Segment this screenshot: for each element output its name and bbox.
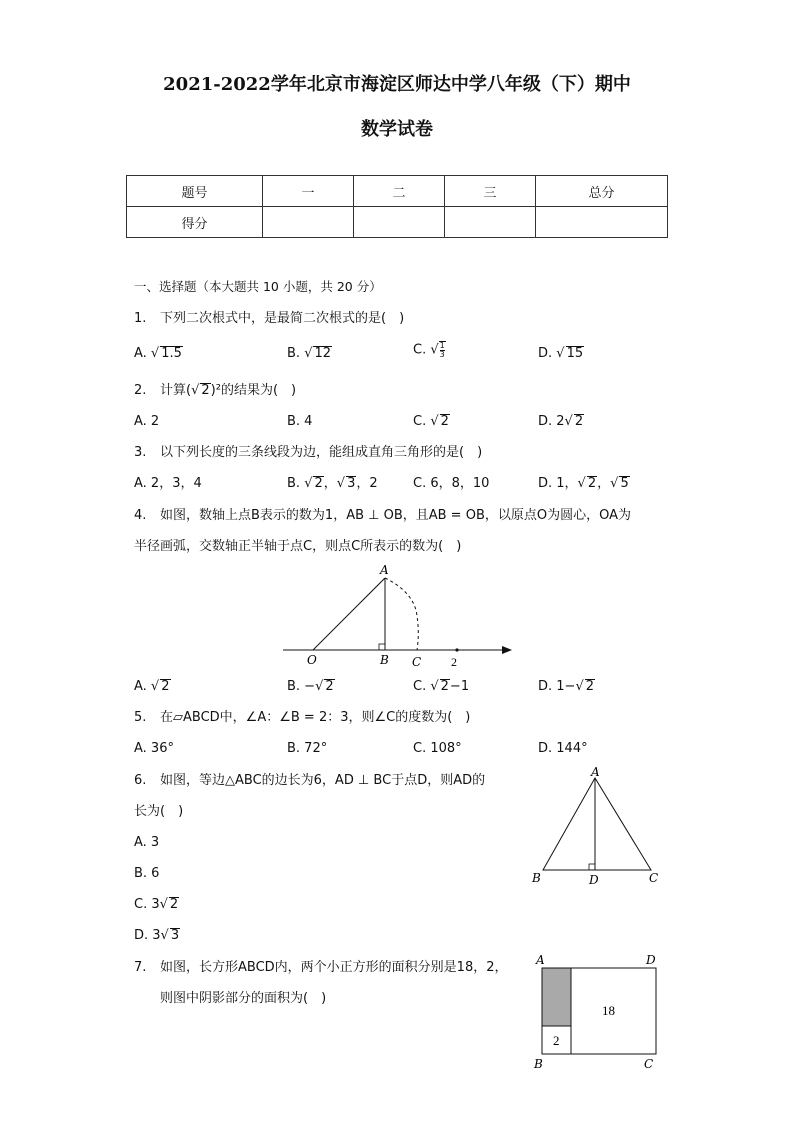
radicand: 3: [170, 928, 180, 943]
denominator: 3: [439, 350, 445, 359]
option-text: C. 3: [134, 897, 160, 912]
score-cell: [354, 207, 445, 238]
q3-option-a[interactable]: A. 2，3，4: [134, 476, 202, 491]
option-text: D. 1−: [538, 679, 576, 694]
radicand: 2: [314, 476, 323, 491]
question-4-number: 4.: [134, 508, 147, 523]
label-a: A: [380, 563, 389, 577]
option-text: D. 1，: [538, 476, 578, 491]
question-7-number: 7.: [134, 960, 147, 975]
q5-option-c[interactable]: C. 108°: [413, 741, 462, 756]
q3-option-d[interactable]: D. 1，√ 2，√ 5: [538, 476, 629, 491]
separator: ，: [597, 476, 611, 491]
axis-arrow-icon: [502, 646, 512, 654]
q1-option-d[interactable]: D. √ 15: [538, 346, 584, 361]
arc-ac: [385, 578, 418, 650]
label-b: B: [534, 1057, 543, 1071]
radicand: 1.5: [161, 346, 182, 361]
q2-option-a[interactable]: A. 2: [134, 414, 160, 429]
question-4-text-line2: 半径画弧，交数轴正半轴于点C，则点C所表示的数为( ): [134, 539, 462, 554]
q4-option-d[interactable]: D. 1−√ 2: [538, 679, 595, 694]
option-text: B. −: [287, 679, 316, 694]
label-area-18: 18: [602, 1003, 615, 1018]
point-two: [455, 648, 458, 651]
q5-option-b[interactable]: B. 72°: [287, 741, 328, 756]
label-area-2: 2: [553, 1033, 560, 1048]
score-table-header-row: [127, 176, 668, 207]
q2-option-c[interactable]: C. √ 2: [413, 414, 449, 429]
label-c: C: [412, 655, 422, 669]
score-table-row: [127, 207, 668, 238]
radicand: 2: [440, 679, 449, 694]
label-a: A: [591, 765, 600, 779]
radicand: 2: [161, 679, 170, 694]
q6-option-b[interactable]: B. 6: [134, 866, 160, 881]
right-angle-mark: [589, 864, 595, 870]
label-o: O: [307, 653, 317, 667]
question-4-text-line1: 如图，数轴上点B表示的数为1，AB ⊥ OB，且AB = OB，以原点O为圆心，OA为: [160, 508, 631, 523]
radicand: 2: [574, 414, 584, 429]
option-letter: C.: [413, 414, 427, 429]
shaded-region: [542, 968, 571, 1026]
question-6-text-line2: 长为( ): [134, 804, 184, 819]
score-cell: [536, 207, 668, 238]
score-table: [126, 175, 668, 238]
triangle-abc: [543, 778, 651, 870]
score-cell: [263, 207, 354, 238]
question-2-number: 2.: [134, 383, 147, 398]
page-subtitle: 数学试卷: [361, 119, 433, 140]
right-angle-mark: [379, 644, 385, 650]
option-letter: B.: [287, 476, 301, 491]
fraction: [439, 341, 446, 359]
label-a: A: [536, 953, 545, 967]
separator: ，: [323, 476, 337, 491]
q4-option-b[interactable]: B. −√ 2: [287, 679, 334, 694]
score-row-label: 得分: [127, 207, 263, 238]
label-c: C: [649, 871, 659, 885]
radicand: 15: [566, 346, 584, 361]
question-5-number: 5.: [134, 710, 147, 725]
radicand: 2: [440, 414, 449, 429]
question-3-number: 3.: [134, 445, 147, 460]
option-letter: C.: [413, 342, 427, 358]
score-header-cell: 总分: [536, 176, 668, 207]
text-part: ，2: [356, 476, 378, 491]
score-header-cell: 题号: [127, 176, 263, 207]
rectangle-figure: [530, 950, 664, 1076]
option-text: D. 3: [134, 928, 161, 943]
radicand: 2: [325, 679, 334, 694]
radicand: 5: [620, 476, 629, 491]
option-letter: B.: [287, 346, 301, 361]
radicand: 12: [314, 346, 332, 361]
option-letter: D.: [538, 346, 553, 361]
page-title: 2021-2022学年北京市海淀区师达中学八年级（下）期中: [163, 74, 631, 95]
q3-option-c[interactable]: C. 6，8，10: [413, 476, 490, 491]
text-part: 计算(: [160, 383, 192, 398]
number-line-figure: [280, 560, 520, 672]
q2-option-d[interactable]: D. 2√ 2: [538, 414, 584, 429]
radicand: 2: [169, 897, 179, 912]
score-cell: [445, 207, 536, 238]
question-7-text-line2: 则图中阴影部分的面积为( ): [160, 991, 327, 1006]
q4-option-c[interactable]: C. √ 2−1: [413, 679, 470, 694]
text-part: )²的结果为( ): [210, 383, 297, 398]
label-b: B: [532, 871, 541, 885]
q1-option-c[interactable]: C. √ $\frac{1}{3}$: [413, 341, 445, 359]
question-1-number: 1.: [134, 311, 147, 326]
numerator: 1: [439, 341, 445, 350]
score-header-cell: 一: [263, 176, 354, 207]
option-text: D. 2: [538, 414, 565, 429]
question-1-text: 下列二次根式中，是最简二次根式的是( ): [160, 311, 405, 326]
option-letter: C.: [413, 679, 427, 694]
segment-oa: [313, 578, 385, 650]
label-two: 2: [451, 655, 457, 669]
label-b: B: [380, 653, 389, 667]
q6-option-c[interactable]: C. 3√ 2: [134, 897, 179, 912]
text-part: −1: [449, 679, 470, 694]
score-header-cell: 二: [354, 176, 445, 207]
q6-option-d[interactable]: D. 3√ 3: [134, 928, 180, 943]
q3-option-b[interactable]: B. √ 2，√ 3，2: [287, 476, 378, 491]
option-letter: A.: [134, 679, 147, 694]
score-header-cell: 三: [445, 176, 536, 207]
question-2-text: 计算(√ 2)²的结果为( ): [160, 383, 297, 398]
question-6-number: 6.: [134, 773, 147, 788]
radicand: 2: [201, 383, 210, 398]
q5-option-d[interactable]: D. 144°: [538, 741, 588, 756]
radicand: 3: [347, 476, 356, 491]
triangle-figure: [528, 764, 668, 888]
label-d: D: [589, 873, 599, 887]
radicand: 2: [585, 679, 595, 694]
section-heading: 一、选择题（本大题共 10 小题，共 20 分）: [134, 279, 382, 294]
question-5-text: 在▱ABCD中，∠A：∠B = 2：3，则∠C的度数为( ): [160, 710, 471, 725]
question-3-text: 以下列长度的三条线段为边，能组成直角三角形的是( ): [160, 445, 483, 460]
q2-option-b[interactable]: B. 4: [287, 414, 313, 429]
q6-option-a[interactable]: A. 3: [134, 835, 160, 850]
label-c: C: [644, 1057, 654, 1071]
q4-option-a[interactable]: A. √ 2: [134, 679, 170, 694]
label-d: D: [646, 953, 656, 967]
question-7-text-line1: 如图，长方形ABCD内，两个小正方形的面积分别是18，2，: [160, 960, 508, 975]
q1-option-a[interactable]: A. √ 1.5: [134, 346, 182, 361]
q5-option-a[interactable]: A. 36°: [134, 741, 174, 756]
radicand: 2: [587, 476, 597, 491]
option-letter: A.: [134, 346, 147, 361]
question-6-text-line1: 如图，等边△ABC的边长为6，AD ⊥ BC于点D，则AD的: [160, 773, 486, 788]
q1-option-b[interactable]: B. √ 12: [287, 346, 332, 361]
